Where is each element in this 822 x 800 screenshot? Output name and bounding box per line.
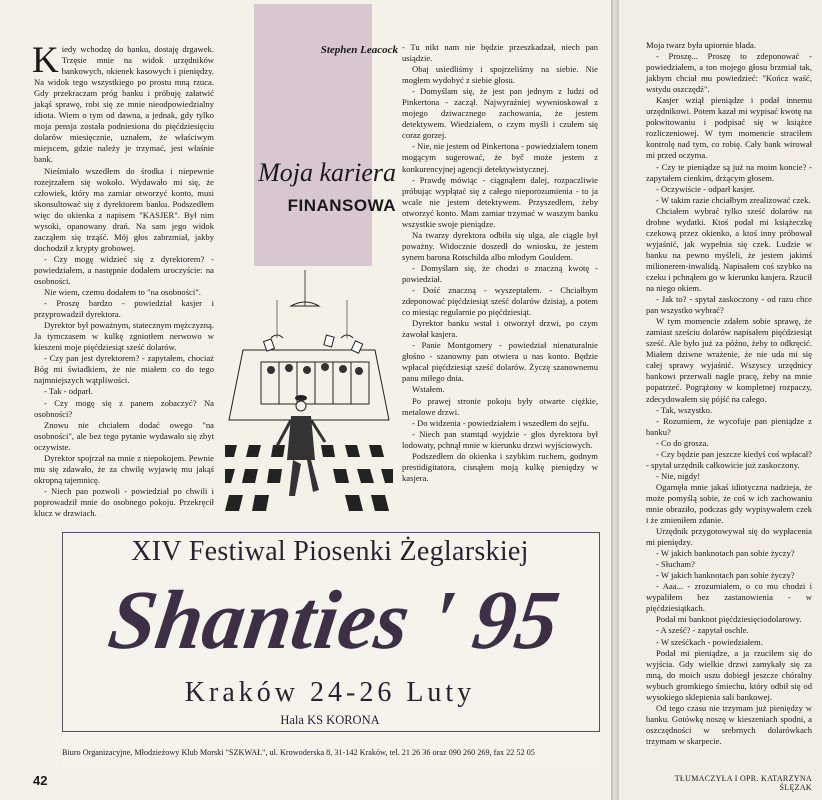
paragraph: - Proszę bardzo - powiedział kasjer i przyprowadził dyrektora. bbox=[34, 298, 214, 320]
paragraph: - Rozumiem, że wycofuje pan pieniądze z banku? bbox=[646, 415, 812, 437]
article-author: Stephen Leacock bbox=[320, 44, 398, 56]
page-number: 42 bbox=[33, 773, 48, 788]
paragraph: - Nie, nigdy! bbox=[656, 470, 701, 481]
paragraph: Znowu nie chciałem dodać owego "na osobności", ale bez tego pytanie wydawało się zbyt oczywiste. bbox=[34, 419, 214, 452]
paragraph: - Aaa... - zrozumiałem, o co mu chodzi i wypaliłem bez zastanowienia - w pięćdziesiątkach. bbox=[646, 581, 812, 614]
ad-title: XIV Festiwal Piosenki Żeglarskiej bbox=[131, 536, 529, 567]
paragraph: - A sześć? - zapytał oschle. bbox=[656, 625, 749, 636]
translator-credit: TŁUMACZYŁA I OPR. KATARZYNA ŚLĘZAK bbox=[674, 774, 812, 792]
paragraph: Od tego czasu nie trzymam już pieniędzy w banku. Gotówkę noszę w kieszeniach spodni, a oszczędności w srebrnych dolarówkach trzymam w skarpecie. bbox=[646, 702, 812, 746]
paragraph: Wstałem. bbox=[412, 384, 445, 395]
ad-venue: Hala KS KORONA bbox=[280, 713, 380, 727]
paragraph: - Do widzenia - powiedziałem i wszedłem do sejfu. bbox=[412, 417, 589, 428]
paragraph: Ogarnęła mnie jakaś idiotyczna nadzieja, że może pomyślą sobie, że coś w ich zachowaniu mnie obraziło, podczas gdy wypisywałem czek i że zmieniłem zdanie. bbox=[646, 481, 812, 526]
paragraph: - Czy te pieniądze są już na moim koncie? - zapytałem cienkim, drżącym głosem. bbox=[646, 161, 812, 183]
paragraph: Dyrektor spojrzał na mnie z niepokojem. Pewnie mu się zdawało, że za chwilę wyjawię mu jakąś okropną tajemnicę. bbox=[34, 452, 214, 485]
paragraph: - Czy będzie pan jeszcze kiedyś coś wpłacał? - spytał urzędnik całkowicie już zaskoczony. bbox=[646, 448, 812, 470]
article-column-2 bbox=[402, 42, 598, 484]
paragraph: - Czy mogę widzieć się z dyrektorem? - powiedziałem, a następnie dodałem uroczyście: na osobności. bbox=[34, 253, 214, 286]
drop-cap: K bbox=[32, 40, 59, 81]
article-subtitle: FINANSOWA bbox=[287, 196, 396, 215]
paragraph: - W jakich banknotach pan sobie życzy? bbox=[656, 570, 795, 581]
ad-organizer: Biuro Organizacyjne, Młodzieżowy Klub Morski "SZKWAŁ", ul. Krowoderska 8, 31-142 Kraków, tel. 21 26 36 oraz 090 260 269, fax 22 52 05 bbox=[62, 748, 535, 757]
article-title: Moja kariera bbox=[258, 158, 396, 187]
paragraph: Nieśmiało wszedłem do środka i niepewnie rozejrzałem się wokoło. Wydawało mi się, że człowiek, który ma zamiar otworzyć konto, musi skonsultować się z dyrektorem banku. Podszedłem więc do okienka z napisem "KASJER". Był nim wysoki, opanowany drań. Na sam jego widok zacząłem się trząść. Mój głos zabrzmiał, jakby dochodził z krypty grobowej. bbox=[34, 165, 214, 253]
paragraph: - Oczywiście - odparł kasjer. bbox=[656, 183, 755, 194]
paragraph: Dyrektor był poważnym, statecznym mężczyzną. Ja tymczasem w kulkę zgniotłem nerwowo w kieszeni moje pięćdziesiąt sześć dolarów. bbox=[34, 320, 214, 353]
paragraph: Po prawej stronie pokoju były otwarte ciężkie, metalowe drzwi. bbox=[402, 395, 598, 417]
paragraph: - Słucham? bbox=[656, 559, 695, 570]
first-paragraph-text: iedy wchodzę do banku, dostaję drgawek. Trzęsie mnie na widok urzędników bankowych, okienek kasowych i pieniędzy. Na widok tego wszystkiego po prostu mną rzuca. Gdy przekraczam próg banku i próbuję załatwić jakąś sprawę, robi się ze mnie nieodpowiedzialny idiota. Wiem o tym od dawna, a jednak, gdy tylko moja pensja została podniesiona do pięćdziesięciu dolarów miesięcznie, uznałem, że właściwym miejscem, gdzie należy je trzymać, jest właśnie bank. bbox=[34, 44, 214, 165]
article-column-3 bbox=[646, 40, 812, 747]
paragraph: - W jakich banknotach pan sobie życzy? bbox=[656, 548, 795, 559]
paragraph: - Czy mogę się z panem zobaczyć? Na osobności? bbox=[34, 397, 214, 419]
ad-city-dates: Kraków 24-26 Luty bbox=[184, 677, 476, 708]
paragraph: - Domyślam się, że chodzi o znaczną kwotę - powiedział. bbox=[402, 262, 598, 284]
paragraph: W tym momencie zdałem sobie sprawę, że zamiast sześciu dolarów napisałem pięćdziesiąt sześć. Ale było już za późno, żeby to odkręcić. Miałem dziwne wrażenie, że nie uda mi się całej sprawy wyjaśnić. Wszyscy urzędnicy bankowi przerwali nagle pracę, żeby na mnie popatrzeć. Pogrążony w kompletnej rozpaczy, zdecydowałem się pójść na całego. bbox=[646, 316, 812, 404]
bank-illustration bbox=[225, 270, 393, 522]
paragraph: - Tu nikt nam nie będzie przeszkadzał, niech pan usiądzie. bbox=[402, 42, 598, 64]
paragraph: - Tak, wszystko. bbox=[656, 404, 713, 415]
paragraph: - Jak to? - spytał zaskoczony - od razu chce pan wszystko wybrać? bbox=[646, 294, 812, 316]
paragraph: - Tak - odparł. bbox=[44, 386, 93, 397]
paragraph: Podał mi banknot pięćdziesięciodolarowy. bbox=[656, 614, 802, 625]
paragraph: - Prawdę mówiąc - ciągnąłem dalej, rozpaczliwie próbując wypłątać się z całego nieporozumienia - to ja wcale nie jestem detektywem. Przyszedłem, żeby otworzyć konto. Mam zamiar trzymać w waszym banku wszystkie swoje pieniądze. bbox=[402, 174, 598, 229]
paragraph: - Domyślam się, że jest pan jednym z ludzi od Pinkertona - zaczął. Najwyraźniej wywnioskował z mojego dziwacznego zachowania, że jestem detektywem. Wiedziałem, o czym myśli i czułem się coraz gorzej. bbox=[402, 86, 598, 141]
paragraph: - Niech pan pozwoli - powiedział po chwili i poprowadził mnie do osobnego pokoju. Przekręcił klucz w drzwiach. bbox=[34, 485, 214, 518]
paragraph: - Czy pan jest dyrektorem? - zapytałem, chociaż Bóg mi świadkiem, że nie miałem co do tego najmniejszych wątpliwości. bbox=[34, 353, 214, 386]
paragraph: - Nie, nie jestem od Pinkertona - powiedziałem tonem mogącym sugerować, że byč może jestem z konkurencyjnej agencji detektywistycznej. bbox=[402, 141, 598, 174]
shanties-logo bbox=[70, 570, 592, 670]
paragraph: - Proszę... Proszę to zdeponować - powiedziałem, a ton mojego głosu brzmiał tak, jakbym chciał mu powiedzieć: "Kończ waść, wstydu oszczędź". bbox=[646, 51, 812, 95]
article-column-1 bbox=[32, 40, 214, 519]
paragraph: Obaj usiedliśmy i spojrzeliśmy na siebie. Nie mogłem wydobyć z siebie głosu. bbox=[402, 64, 598, 86]
paragraph: Moja twarz była upiornie blada. bbox=[646, 40, 757, 50]
paragraph: - W takim razie chciałbym zrealizować czek. bbox=[656, 194, 811, 205]
first-paragraph bbox=[32, 40, 214, 166]
paragraph: Podszedłem do okienka i szybkim ruchem, godnym prestidigitatora, cisnąłem moją kulkę pieniędzy w kasjera. bbox=[402, 450, 598, 483]
page-gutter bbox=[611, 0, 619, 800]
paragraph: Nie wiem, czemu dodałem to "na osobności". bbox=[44, 287, 201, 298]
paragraph: Chciałem wybrać tylko sześć dolarów na drobne wydatki. Ktoś podał mi książeczkę czekową przez okienko, a ktoś inny próbował wyjaśnić, jak wypełnia się czek. Ludzie w banku na pewno myśleli, że jestem jakimś milionerem-inwalidą. Napisałem coś szybko na czeku i pchnąłem go w kierunku kasjera. Rzucił na niego okiem. bbox=[646, 205, 812, 294]
shanties-logo-text: Shanties ' 95 bbox=[103, 574, 565, 667]
paragraph: Podał mi pieniądze, a ja rzuciłem się do wyjścia. Gdy wielkie drzwi zamykały się za mną, do moich uszu dobiegł jeszcze chóralny wybuch gromkiego śmiechu, który odbił się od wysokiego sklepienia sali bankowej. bbox=[646, 647, 812, 702]
paragraph: - W sześćkach - powiedziałem. bbox=[656, 636, 763, 647]
paragraph: Kasjer wziął pieniądze i podał innemu urzędnikowi. Potem kazał mi wypisać kwotę na pokwitowaniu i podpisać się w książce rozliczeniowej. W tym momencie straciłem kontrolę nad tym, co robię. Cały bank wirował mi przed oczyma. bbox=[646, 95, 812, 161]
paragraph: Dyrektor banku wstał i otworzył drzwi, po czym zawołał kasjera. bbox=[402, 318, 598, 340]
paragraph: Na twarzy dyrektora odbiła się ulga, ale ciągle był poważny. Widocznie doszedł do wniosku, że jestem synem barona Rotschilda albo młodym Gouldem. bbox=[402, 229, 598, 262]
paragraph: - Co do grosza. bbox=[656, 437, 709, 448]
paragraph: Urzędnik przygotowywał się do wypłacenia mi pieniędzy. bbox=[646, 526, 812, 548]
paragraph: - Dość znaczną - wyszeptałem. - Chciałbym zdeponować pięćdziesiąt sześć dolarów dzisiaj, a potem co miesiąc regularnie po pięćdziesiąt. bbox=[402, 285, 598, 318]
paragraph: - Niech pan stamtąd wyjdzie - głos dyrektora był lodowaty, pchnął mnie w kierunku drzwi wyjściowych. bbox=[402, 428, 598, 450]
paragraph: - Panie Montgomery - powiedział nienaturalnie głośno - szanowny pan otwiera u nas konto. Będzie wpłacał pięćdziesiąt sześć dolarów. Życzę szanownemu panu miłego dnia. bbox=[402, 340, 598, 384]
